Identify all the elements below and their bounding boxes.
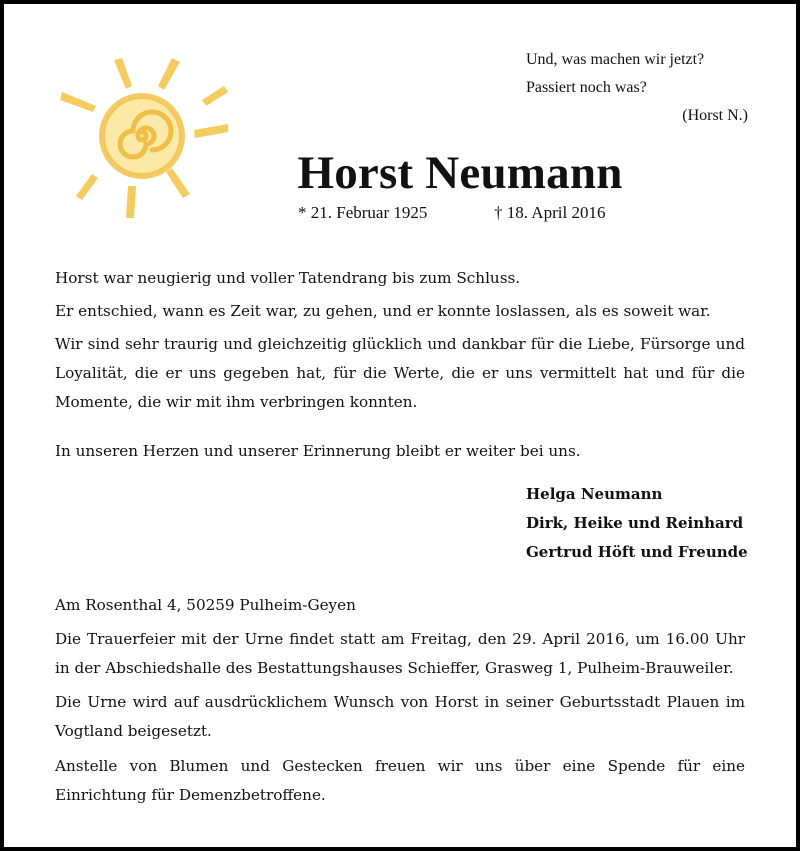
death-date: † 18. April 2016 bbox=[494, 203, 606, 222]
burial-details: Die Urne wird auf ausdrücklichem Wunsch von Horst in seiner Geburtsstadt Plauen im Vogtland beigesetzt. bbox=[55, 693, 745, 740]
address: Am Rosenthal 4, 50259 Pulheim-Geyen bbox=[55, 596, 356, 614]
donation-request: Anstelle von Blumen und Gestecken freuen wir uns über eine Spende für eine Einrichtung für Demenzbetroffene. bbox=[55, 757, 745, 804]
birth-date: * 21. Februar 1925 bbox=[298, 203, 428, 222]
message-paragraph-2: Er entschied, wann es Zeit war, zu gehen, und er konnte loslassen, als es soweit war. bbox=[55, 302, 711, 320]
quote-attribution: (Horst N.) bbox=[682, 107, 748, 124]
signer-2: Dirk, Heike und Reinhard bbox=[526, 514, 744, 532]
funeral-details: Die Trauerfeier mit der Urne findet statt am Freitag, den 29. April 2016, um 16.00 Uhr in der Abschiedshalle des Bestattungshauses Schieffer, Grasweg 1, Pulheim-Brauweiler. bbox=[55, 630, 745, 677]
signer-1: Helga Neumann bbox=[526, 485, 663, 503]
message-paragraph-4: In unseren Herzen und unserer Erinnerung bleibt er weiter bei uns. bbox=[55, 442, 581, 460]
message-paragraph-1: Horst war neugierig und voller Tatendrang bis zum Schluss. bbox=[55, 269, 521, 287]
signers-block bbox=[526, 480, 748, 567]
quote-line-1: Und, was machen wir jetzt? bbox=[526, 51, 705, 68]
deceased-name: Horst Neumann bbox=[297, 147, 623, 199]
quote-block bbox=[526, 46, 748, 130]
signer-3: Gertrud Höft und Freunde bbox=[526, 543, 748, 561]
message-paragraph-3: Wir sind sehr traurig und gleichzeitig glücklich und dankbar für die Liebe, Fürsorge und Loyalität, die er uns gegeben hat, für die Werte, die er uns vermittelt hat und für die Momente, die wir mit ihm verbringen konnten. bbox=[55, 335, 745, 411]
quote-line-2: Passiert noch was? bbox=[526, 79, 647, 96]
